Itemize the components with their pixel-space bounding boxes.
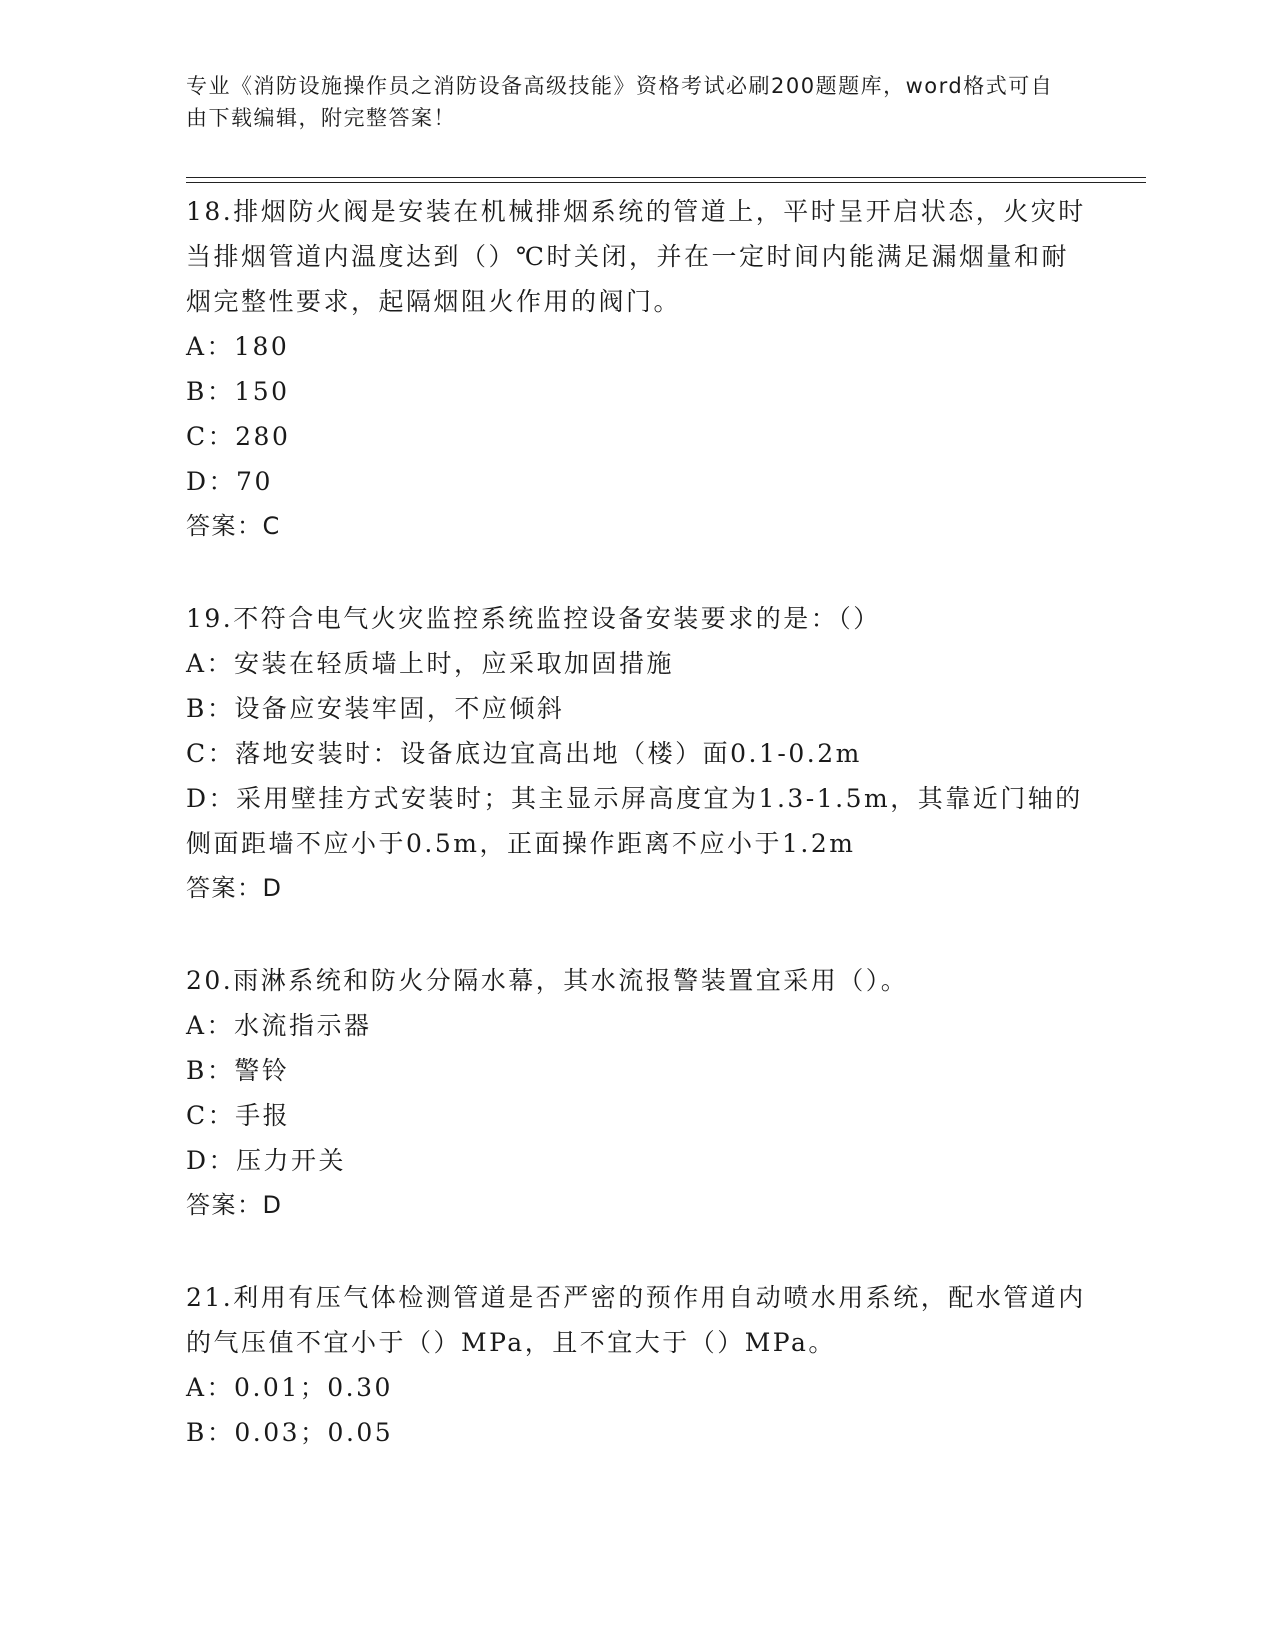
- option-a: A：180: [186, 332, 290, 361]
- option-b: B：0.03；0.05: [186, 1418, 394, 1447]
- option-b: B：设备应安装牢固，不应倾斜: [186, 694, 565, 723]
- option-a: A：水流指示器: [186, 1011, 372, 1040]
- header-divider-secondary: [186, 182, 1146, 183]
- question-18: [186, 189, 1086, 549]
- question-list: [186, 189, 1086, 1455]
- question-21: [186, 1275, 1086, 1455]
- question-19: [186, 596, 1086, 911]
- answer-label: 答案：D: [186, 1191, 283, 1219]
- option-a: A：0.01；0.30: [186, 1373, 393, 1402]
- option-d: D：采用壁挂方式安装时；其主显示屏高度宜为1.3-1.5m，其靠近门轴的侧面距墙不应小于0.5m，正面操作距离不应小于1.2m: [186, 784, 1083, 858]
- option-c: C：落地安装时：设备底边宜高出地（楼）面0.1-0.2m: [186, 739, 862, 768]
- option-d: D：压力开关: [186, 1146, 347, 1175]
- option-c: C：手报: [186, 1101, 291, 1130]
- question-text: 18.排烟防火阀是安装在机械排烟系统的管道上，平时呈开启状态，火灾时当排烟管道内温度达到（）℃时关闭，并在一定时间内能满足漏烟量和耐烟完整性要求，起隔烟阻火作用的阀门。: [186, 197, 1086, 316]
- option-b: B：警铃: [186, 1056, 290, 1085]
- question-20: [186, 958, 1086, 1228]
- document-header: 专业《消防设施操作员之消防设备高级技能》资格考试必刷200题题库，word格式可自由下载编辑，附完整答案！: [186, 74, 1054, 130]
- question-text: 19.不符合电气火灾监控系统监控设备安装要求的是：（）: [186, 604, 881, 633]
- header-divider: [186, 177, 1146, 178]
- answer-label: 答案：C: [186, 512, 281, 540]
- question-text: 21.利用有压气体检测管道是否严密的预作用自动喷水用系统，配水管道内的气压值不宜小于（）MPa，且不宜大于（）MPa。: [186, 1283, 1086, 1357]
- option-a: A：安装在轻质墙上时，应采取加固措施: [186, 649, 675, 678]
- option-c: C：280: [186, 422, 291, 451]
- answer-label: 答案：D: [186, 874, 283, 902]
- question-text: 20.雨淋系统和防火分隔水幕，其水流报警装置宜采用（）。: [186, 966, 909, 995]
- option-d: D：70: [186, 467, 273, 496]
- option-b: B：150: [186, 377, 290, 406]
